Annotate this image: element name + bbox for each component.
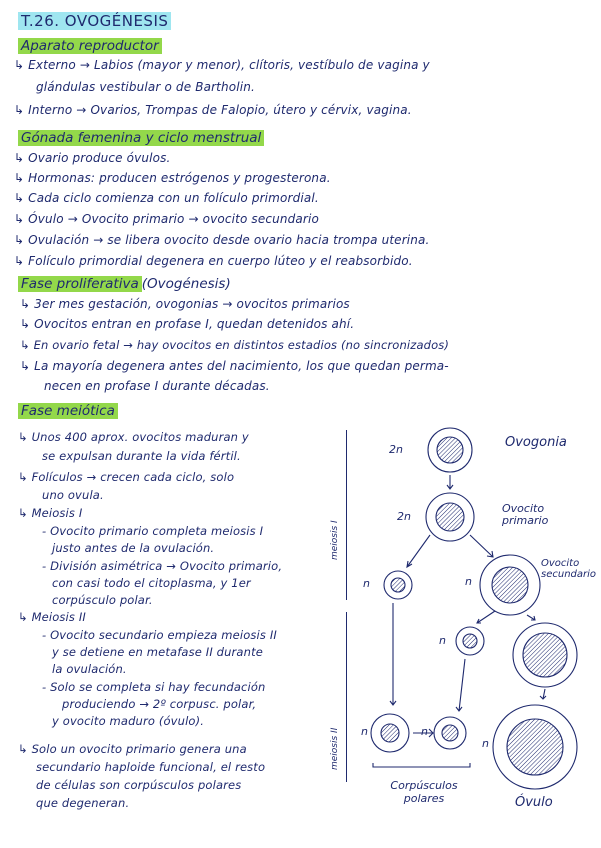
- label-corpusculos-polares: Corpúsculos polares: [390, 779, 458, 805]
- label-n-3: n: [439, 634, 446, 647]
- note-line: produciendo → 2º corpusc. polar,: [62, 697, 257, 711]
- note-line: ↳ Hormonas: producen estrógenos y progesterona.: [14, 171, 331, 185]
- note-line: ↳ Folículos → crecen cada ciclo, solo: [18, 470, 235, 484]
- heading-gonada-femenina: Gónada femenina y ciclo menstrual: [18, 130, 264, 146]
- note-line: ↳ Cada ciclo comienza con un folículo primordial.: [14, 191, 319, 205]
- heading-fase-proliferativa: Fase proliferativa (Ovogénesis): [18, 276, 231, 292]
- arrow-right: [470, 535, 493, 557]
- note-line: necen en profase I durante décadas.: [44, 379, 270, 393]
- label-n-6: n: [482, 737, 489, 750]
- label-n-2: n: [465, 575, 472, 588]
- label-ovocito-secundario: Ovocito secundario: [541, 558, 597, 580]
- note-line: ↳ Ovario produce óvulos.: [14, 151, 171, 165]
- page-title: T.26. OVOGÉNESIS: [18, 12, 171, 30]
- oogenesis-diagram: [355, 415, 601, 825]
- primary-oocyte-nucleus: [436, 503, 464, 531]
- note-line: ↳ Óvulo → Ovocito primario → ovocito secundario: [14, 212, 319, 226]
- arrow-down: [447, 475, 453, 489]
- label-n-1: n: [363, 577, 370, 590]
- note-line: ↳ Externo → Labios (mayor y menor), clítoris, vestíbulo de vagina y: [14, 58, 430, 72]
- note-line: glándulas vestibular o de Bartholin.: [36, 80, 255, 94]
- note-line: - Ovocito secundario empieza meiosis II: [42, 628, 277, 642]
- note-line: se expulsan durante la vida fértil.: [42, 449, 241, 463]
- label-ovocito-primario: Ovocito primario: [502, 502, 549, 527]
- note-line: ↳ Solo un ovocito primario genera una: [18, 742, 247, 756]
- note-line: y ovocito maduro (óvulo).: [52, 714, 205, 728]
- label-2n: 2n: [389, 443, 403, 456]
- meiosis-i-label: meiosis I: [330, 520, 340, 560]
- label-ovulo: Óvulo: [515, 795, 553, 810]
- note-line: uno ovula.: [42, 488, 104, 502]
- note-line: - Ovocito primario completa meiosis I: [42, 524, 264, 538]
- note-line: ↳ Interno → Ovarios, Trompas de Falopio, útero y cérvix, vagina.: [14, 103, 412, 117]
- label-n-5: n: [421, 725, 428, 738]
- meiosis-ii-bracket: [342, 612, 347, 782]
- note-line: la ovulación.: [52, 662, 127, 676]
- note-line: ↳ Ovulación → se libera ovocito desde ovario hacia trompa uterina.: [14, 233, 430, 247]
- note-line: ↳ Ovocitos entran en profase I, quedan detenidos ahí.: [20, 317, 355, 331]
- heading-aparato-reproductor: Aparato reproductor: [18, 38, 162, 54]
- note-line: que degeneran.: [36, 796, 130, 810]
- label-n-4: n: [361, 725, 368, 738]
- arrow-polar2-down: [456, 659, 465, 711]
- label-ovogonia: Ovogonia: [505, 435, 567, 450]
- arrow-to-polar: [477, 611, 495, 623]
- note-line: ↳ En ovario fetal → hay ovocitos en distintos estadios (no sincronizados): [20, 338, 450, 352]
- note-line: - Solo se completa si hay fecundación: [42, 680, 266, 694]
- note-line: ↳ Folículo primordial degenera en cuerpo lúteo y el reabsorbido.: [14, 254, 413, 268]
- note-line: ↳ Unos 400 aprox. ovocitos maduran y: [18, 430, 249, 444]
- polar-bodies-bracket: [373, 763, 470, 767]
- note-line: secundario haploide funcional, el resto: [36, 760, 266, 774]
- heading-fase-meiotica: Fase meiótica: [18, 403, 118, 419]
- note-line: ↳ Meiosis II: [18, 610, 86, 624]
- note-line: y se detiene en metafase II durante: [52, 645, 263, 659]
- arrow-polar-down: [390, 603, 396, 705]
- meiosis-ii-label: meiosis II: [330, 727, 340, 770]
- note-line: de células son corpúsculos polares: [36, 778, 242, 792]
- arrow-left: [407, 535, 430, 567]
- note-line: - División asimétrica → Ovocito primario,: [42, 559, 283, 573]
- note-line: justo antes de la ovulación.: [52, 541, 215, 555]
- label-2n-b: 2n: [397, 510, 411, 523]
- oogenesis-drawing: [355, 415, 601, 825]
- ovum-nucleus: [507, 719, 563, 775]
- arrow-to-mature: [527, 615, 535, 620]
- note-line: ↳ La mayoría degenera antes del nacimiento, los que quedan perma-: [20, 359, 449, 373]
- note-line: ↳ Meiosis I: [18, 506, 83, 520]
- note-line: con casi todo el citoplasma, y 1er: [52, 576, 251, 590]
- secondary-oocyte-nucleus: [492, 567, 528, 603]
- note-line: corpúsculo polar.: [52, 593, 153, 607]
- arrow-mature-down: [540, 689, 546, 699]
- ovogonia-nucleus: [437, 437, 463, 463]
- meiosis-i-bracket: [342, 430, 347, 600]
- note-line: ↳ 3er mes gestación, ovogonias → ovocitos primarios: [20, 297, 350, 311]
